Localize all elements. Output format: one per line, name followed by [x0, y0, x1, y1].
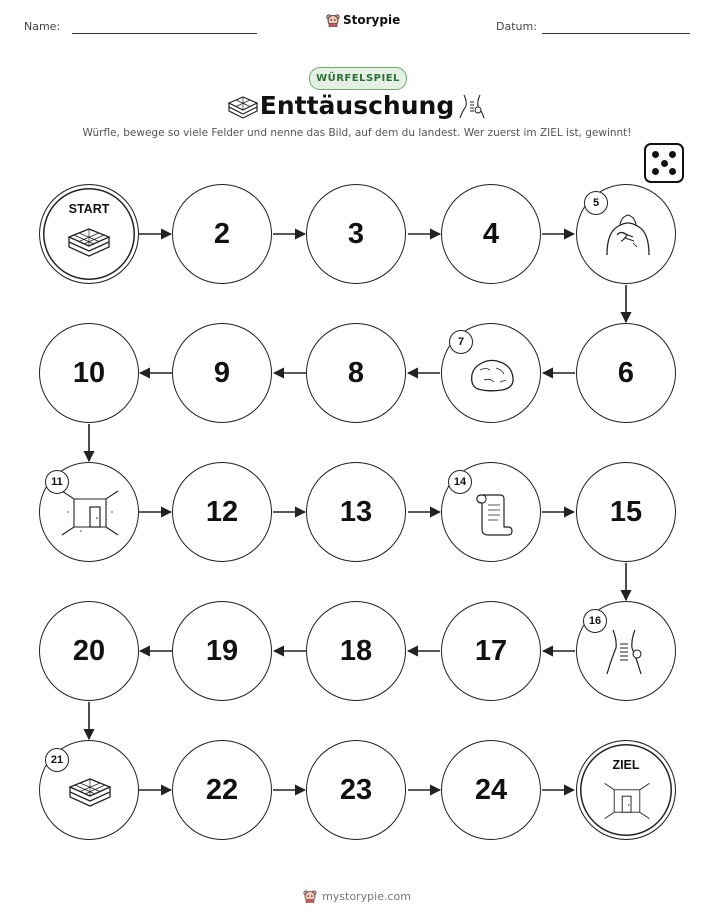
name-label: Name: [24, 20, 61, 33]
blanket-icon [65, 227, 113, 261]
empty-room-icon [603, 781, 651, 821]
cell-number: 3 [347, 217, 365, 250]
goal-label: ZIEL [612, 758, 640, 772]
cell-number: 17 [474, 634, 508, 667]
brand-name: Storypie [343, 13, 401, 27]
cell-number: 18 [339, 634, 373, 667]
cell-goal[interactable] [576, 740, 676, 840]
blanket-icon [64, 777, 116, 811]
cell-number: 8 [347, 356, 365, 389]
cell-badge: 16 [583, 609, 607, 633]
date-label: Datum: [496, 20, 537, 33]
cell-number: 6 [617, 356, 635, 389]
cell-badge: 14 [448, 470, 472, 494]
cell-number: 4 [482, 217, 500, 250]
instructions: Würfle, bewege so viele Felder und nenne das Bild, auf dem du landest. Wer zuerst im ZIEL ist, gewinnt! [82, 127, 632, 139]
footer [0, 889, 714, 903]
cell-15[interactable] [576, 462, 676, 562]
cell-badge: 5 [584, 191, 608, 215]
cell-12[interactable] [172, 462, 272, 562]
cell-number: 22 [205, 773, 239, 806]
cell-22[interactable] [172, 740, 272, 840]
cell-number: 12 [205, 495, 239, 528]
cell-number: 20 [72, 634, 106, 667]
storypie-logo-icon [303, 889, 317, 903]
cell-number: 2 [213, 217, 231, 250]
cell-badge: 7 [449, 330, 473, 354]
rock-icon [468, 356, 516, 394]
cell-13[interactable] [306, 462, 406, 562]
start-label: START [68, 202, 110, 216]
cell-23[interactable] [306, 740, 406, 840]
cell-badge: 21 [45, 748, 69, 772]
cell-20[interactable] [39, 601, 139, 701]
cell-9[interactable] [172, 323, 272, 423]
cell-17[interactable] [441, 601, 541, 701]
cell-2[interactable] [172, 184, 272, 284]
cell-number: 13 [339, 495, 373, 528]
cell-number: 19 [205, 634, 239, 667]
cell-number: 9 [213, 356, 231, 389]
cell-10[interactable] [39, 323, 139, 423]
cell-6[interactable] [576, 323, 676, 423]
cell-18[interactable] [306, 601, 406, 701]
cell-19[interactable] [172, 601, 272, 701]
footer-url[interactable]: mystorypie.com [322, 889, 411, 903]
empty-room-icon [60, 489, 120, 537]
cell-number: 10 [72, 356, 106, 389]
cell-badge: 11 [45, 470, 69, 494]
cell-start[interactable] [39, 184, 139, 284]
scroll-icon [474, 491, 514, 537]
lump-in-throat-icon [605, 628, 649, 676]
game-type-tag: WÜRFELSPIEL [309, 67, 407, 90]
cell-4[interactable] [441, 184, 541, 284]
page-title: Enttäuschung [259, 91, 455, 120]
cell-24[interactable] [441, 740, 541, 840]
cell-number: 24 [474, 773, 508, 806]
heartache-icon [603, 213, 653, 257]
cell-8[interactable] [306, 323, 406, 423]
cell-number: 15 [609, 495, 643, 528]
cell-number: 23 [339, 773, 373, 806]
cell-3[interactable] [306, 184, 406, 284]
